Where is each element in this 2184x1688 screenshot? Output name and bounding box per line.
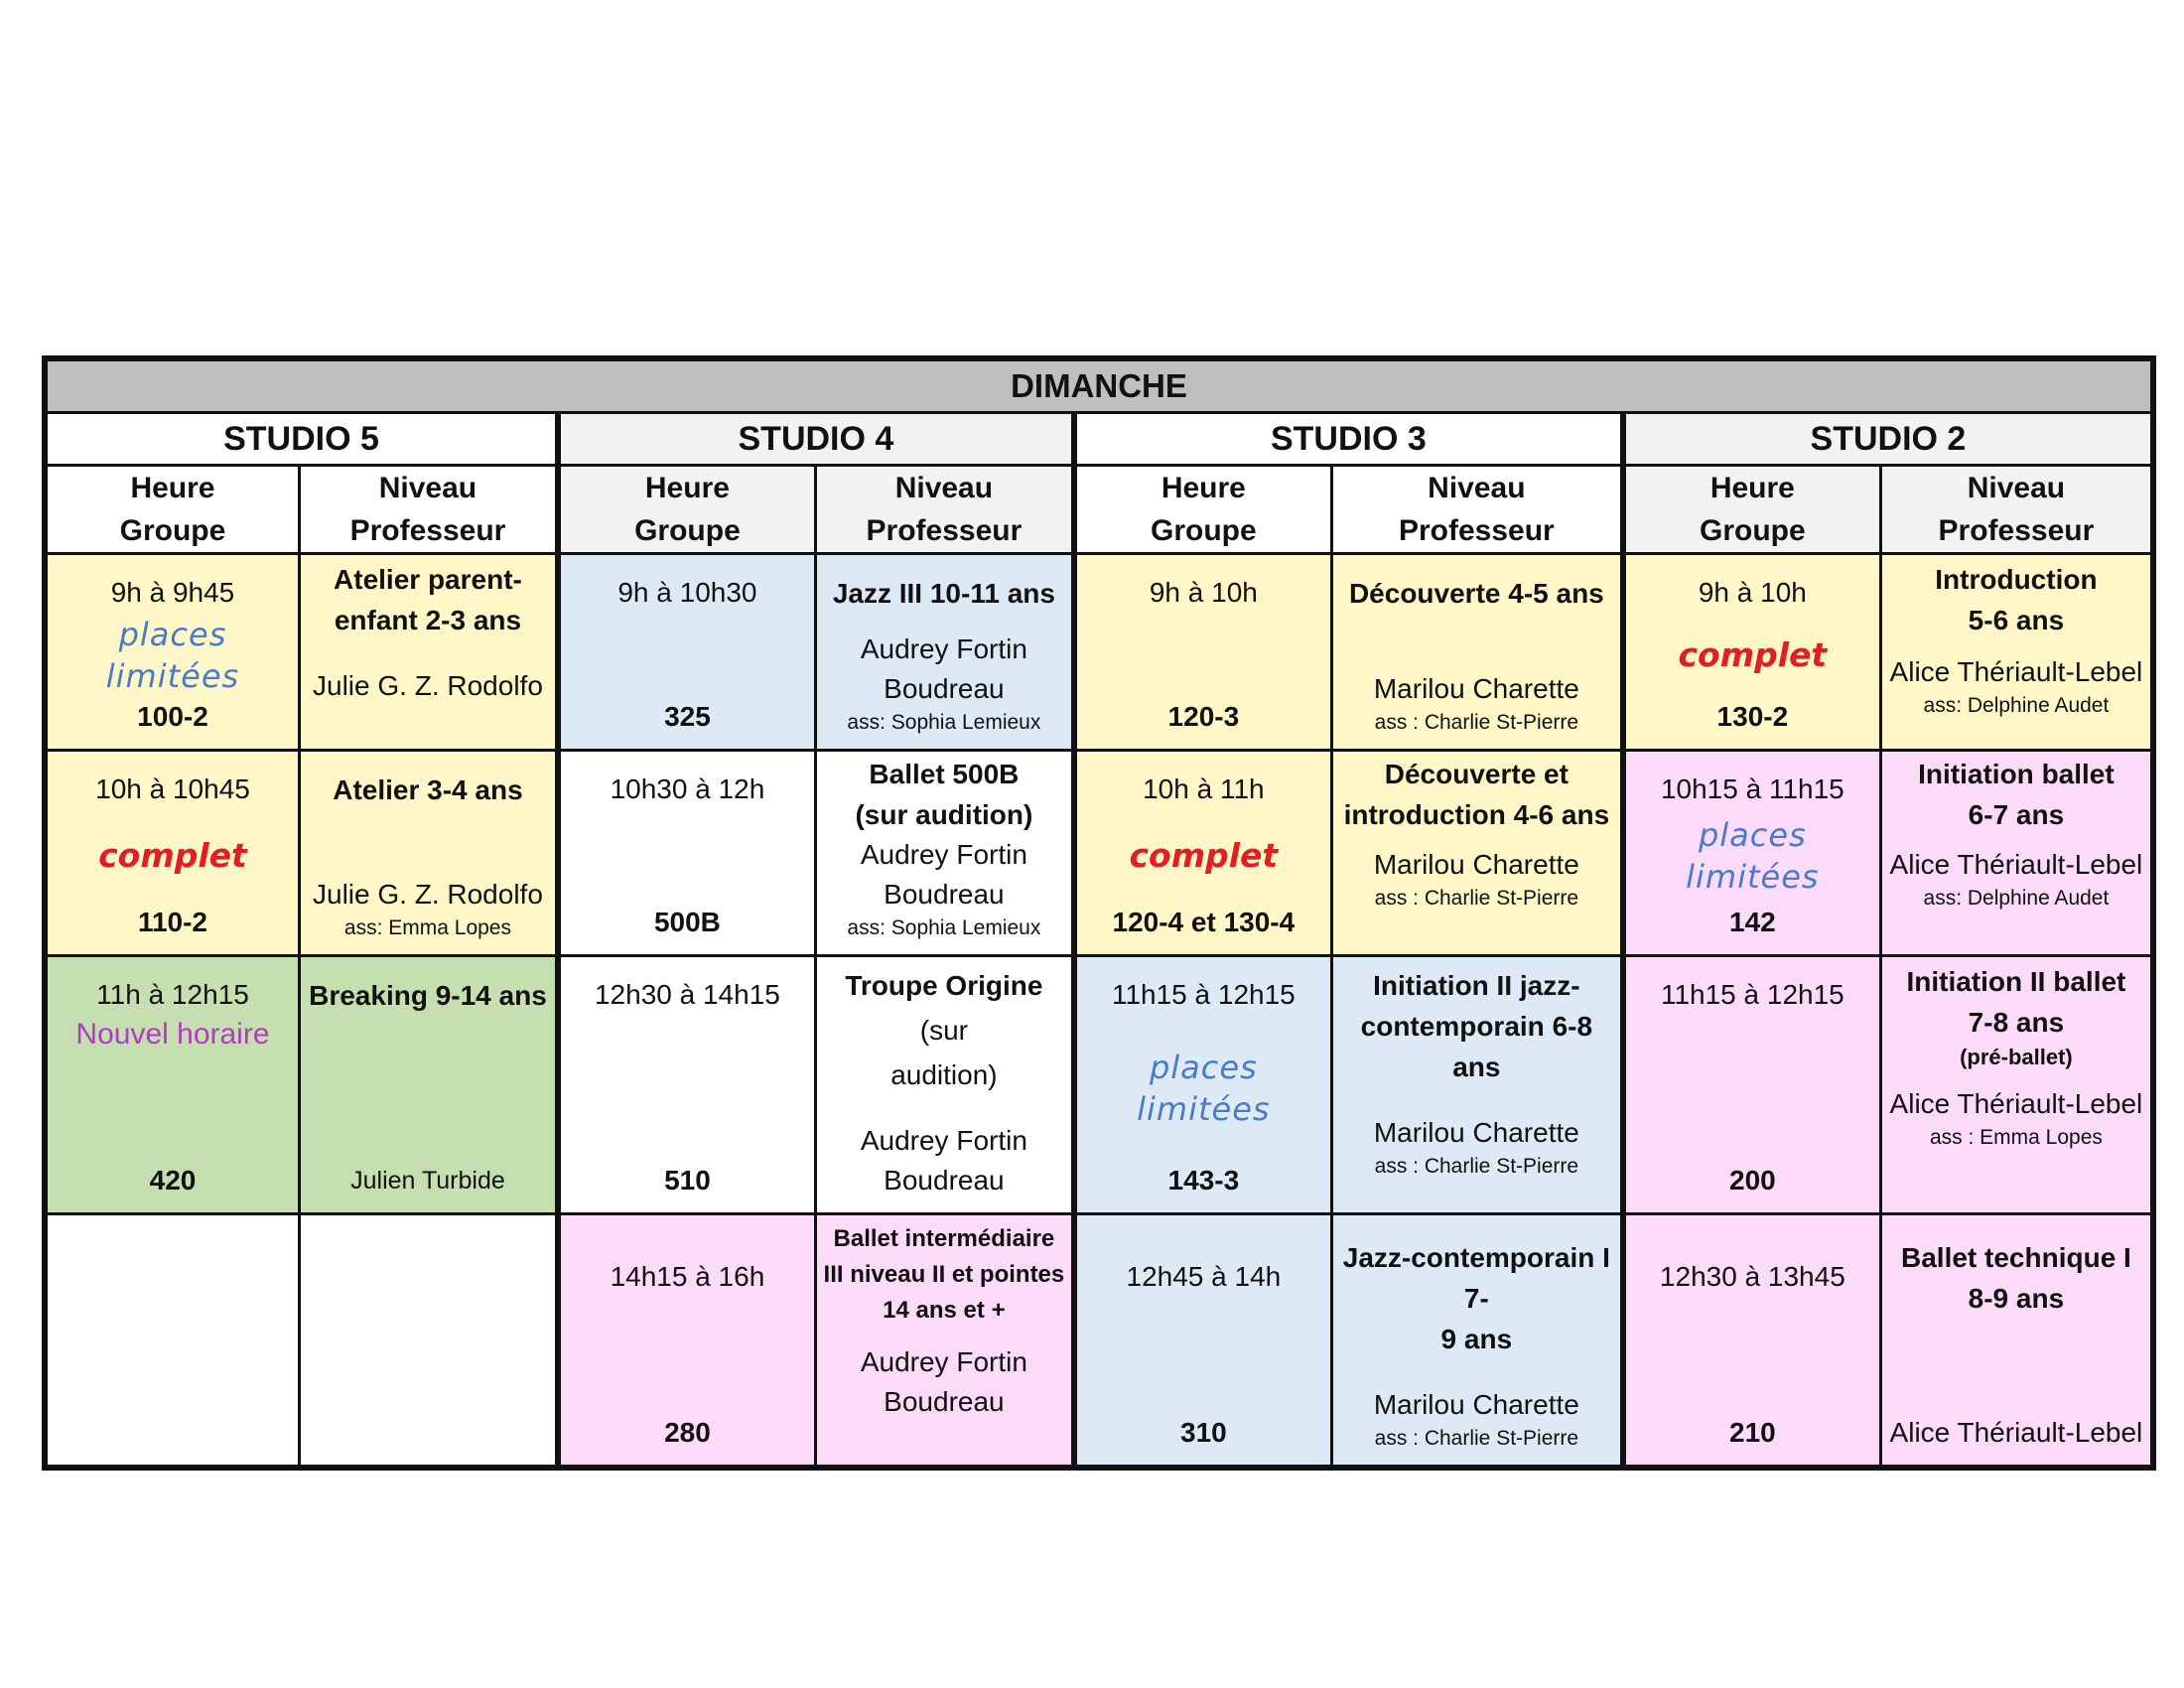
level-cell	[815, 554, 1073, 751]
col-niveau-professeur: Niveau Professeur	[815, 466, 1073, 554]
group-code: 200	[1729, 1165, 1776, 1196]
class-level: Initiation II jazz-	[1373, 970, 1580, 1001]
level-cell	[1880, 554, 2153, 751]
time-cell	[45, 956, 299, 1214]
group-code: 100-2	[137, 701, 208, 732]
time-cell	[45, 751, 299, 956]
col-heure-groupe: Heure Groupe	[45, 466, 299, 554]
teacher: Audrey Fortin	[860, 839, 1027, 870]
level-cell	[299, 554, 557, 751]
class-level: Jazz-contemporain I 7-	[1342, 1242, 1610, 1314]
class-time: 9h à 9h45	[110, 577, 235, 608]
time-cell	[558, 1214, 815, 1469]
level-cell	[299, 956, 557, 1214]
time-cell	[1074, 956, 1331, 1214]
class-time: 9h à 10h30	[617, 577, 757, 608]
teacher-line2: Boudreau	[884, 1165, 1005, 1196]
time-cell	[1623, 956, 1880, 1214]
teacher: Alice Thériault-Lebel	[1889, 849, 2143, 880]
class-level-line3: 14 ans et +	[883, 1297, 1006, 1324]
level-cell	[299, 751, 557, 956]
assistant: ass : Emma Lopes	[1929, 1126, 2103, 1149]
studio-4-header: STUDIO 4	[558, 413, 1074, 466]
class-level-line2: 9 ans	[1440, 1324, 1513, 1354]
complet-note: complet	[1129, 836, 1279, 875]
group-code: 210	[1729, 1417, 1776, 1448]
group-code: 420	[149, 1165, 197, 1196]
teacher: Julie G. Z. Rodolfo	[313, 879, 543, 910]
col-niveau-professeur: Niveau Professeur	[1331, 466, 1623, 554]
level-cell	[1880, 1214, 2153, 1469]
teacher-line2: Boudreau	[884, 1386, 1005, 1417]
level-cell	[1880, 751, 2153, 956]
assistant: ass: Sophia Lemieux	[847, 916, 1041, 939]
teacher: Audrey Fortin	[860, 1125, 1027, 1156]
group-code: 120-3	[1167, 701, 1240, 732]
assistant: ass : Charlie St-Pierre	[1374, 887, 1579, 910]
class-time: 10h à 11h	[1143, 774, 1265, 804]
studio-2-header: STUDIO 2	[1623, 413, 2153, 466]
schedule-table	[42, 355, 2156, 1471]
level-cell	[1331, 1214, 1623, 1469]
assistant: ass : Charlie St-Pierre	[1374, 711, 1579, 734]
places-limitees-note: places limitées	[1686, 816, 1820, 896]
assistant: ass: Delphine Audet	[1923, 694, 2110, 717]
assistant: ass : Charlie St-Pierre	[1374, 1155, 1579, 1178]
group-code: 130-2	[1716, 701, 1789, 732]
group-code: 143-3	[1167, 1165, 1240, 1196]
time-cell	[558, 956, 815, 1214]
teacher: Alice Thériault-Lebel	[1889, 656, 2143, 687]
class-time: 10h15 à 11h15	[1660, 774, 1844, 804]
teacher-line2: Boudreau	[884, 673, 1005, 704]
class-level: Breaking 9-14 ans	[309, 980, 547, 1011]
assistant: ass: Sophia Lemieux	[847, 711, 1041, 734]
col-niveau-professeur: Niveau Professeur	[299, 466, 557, 554]
assistant: ass : Charlie St-Pierre	[1374, 1427, 1579, 1450]
class-level: Ballet 500B	[869, 759, 1020, 789]
class-level: Initiation ballet	[1918, 759, 2115, 789]
class-level-line2: 8-9 ans	[1968, 1283, 2065, 1314]
group-code: 120-4 et 130-4	[1112, 907, 1296, 937]
teacher: Julien Turbide	[350, 1167, 505, 1195]
places-limitees-note: places limitées	[1137, 1048, 1271, 1128]
assistant: ass: Delphine Audet	[1923, 887, 2110, 910]
places-limitees-note: places limitées	[105, 615, 240, 695]
col-heure-groupe: Heure Groupe	[1623, 466, 1880, 554]
class-level: Atelier 3-4 ans	[333, 774, 523, 805]
time-cell	[1074, 1214, 1331, 1469]
group-code: 510	[664, 1165, 711, 1196]
level-cell	[815, 956, 1073, 1214]
class-level-line2: 6-7 ans	[1968, 799, 2065, 830]
time-cell	[1623, 751, 1880, 956]
class-level: Ballet intermédiaire	[833, 1225, 1055, 1252]
class-level-line2: III niveau II et pointes	[823, 1261, 1065, 1288]
class-level: Découverte 4-5 ans	[1348, 578, 1604, 609]
teacher: Marilou Charette	[1373, 673, 1579, 704]
class-time: 12h45 à 14h	[1126, 1261, 1282, 1292]
time-cell	[1074, 554, 1331, 751]
teacher: Marilou Charette	[1373, 1117, 1579, 1148]
group-code: 280	[664, 1417, 711, 1448]
level-cell	[1331, 956, 1623, 1214]
empty-cell	[299, 1214, 557, 1469]
nouvel-horaire-note: Nouvel horaire	[75, 1018, 270, 1051]
level-cell	[815, 751, 1073, 956]
class-level: Ballet technique I	[1901, 1242, 2131, 1273]
time-cell	[1623, 1214, 1880, 1469]
class-time: 10h30 à 12h	[610, 774, 765, 804]
studio-5-header: STUDIO 5	[45, 413, 558, 466]
class-time: 10h à 10h45	[95, 774, 250, 804]
class-time: 11h à 12h15	[96, 979, 249, 1010]
col-heure-groupe: Heure Groupe	[1074, 466, 1331, 554]
group-code: 325	[664, 701, 711, 732]
level-cell	[1880, 956, 2153, 1214]
teacher: Marilou Charette	[1373, 1389, 1579, 1420]
level-cell	[1331, 751, 1623, 956]
group-code: 500B	[653, 907, 721, 937]
complet-note: complet	[1678, 634, 1828, 674]
class-time: 9h à 10h	[1698, 577, 1807, 608]
class-level: Découverte et	[1384, 759, 1569, 789]
time-cell	[45, 554, 299, 751]
time-cell	[558, 751, 815, 956]
group-code: 142	[1729, 907, 1776, 937]
teacher: Audrey Fortin	[860, 633, 1027, 664]
class-level-line3: (pré-ballet)	[1960, 1045, 2073, 1069]
teacher: Audrey Fortin	[860, 1346, 1027, 1377]
class-level-line2: audition)	[890, 1059, 998, 1090]
class-level: Atelier parent-	[334, 564, 522, 595]
studio-3-header: STUDIO 3	[1074, 413, 1623, 466]
class-time: 14h15 à 16h	[610, 1261, 765, 1292]
group-code: 110-2	[137, 907, 208, 937]
class-level-line2: contemporain 6-8 ans	[1360, 1011, 1593, 1082]
teacher: Julie G. Z. Rodolfo	[313, 670, 543, 701]
teacher: Alice Thériault-Lebel	[1889, 1088, 2143, 1119]
time-cell	[1074, 751, 1331, 956]
day-title: DIMANCHE	[45, 358, 2153, 413]
class-level-line2: 5-6 ans	[1968, 605, 2065, 635]
class-level: Jazz III 10-11 ans	[832, 578, 1055, 609]
class-level-line2: enfant 2-3 ans	[334, 605, 522, 635]
time-cell	[558, 554, 815, 751]
col-niveau-professeur: Niveau Professeur	[1880, 466, 2153, 554]
class-time: 11h15 à 12h15	[1111, 979, 1296, 1010]
assistant: ass: Emma Lopes	[343, 916, 511, 939]
class-level: Initiation II ballet	[1906, 966, 2126, 997]
teacher: Alice Thériault-Lebel	[1889, 1417, 2143, 1448]
teacher: Marilou Charette	[1373, 849, 1579, 880]
complet-note: complet	[98, 836, 247, 875]
time-cell	[1623, 554, 1880, 751]
class-level-line2: (sur audition)	[855, 799, 1033, 830]
col-heure-groupe: Heure Groupe	[558, 466, 815, 554]
group-code: 310	[1180, 1417, 1227, 1448]
level-cell	[815, 1214, 1073, 1469]
class-time: 11h15 à 12h15	[1660, 979, 1844, 1010]
class-time: 12h30 à 13h45	[1659, 1261, 1845, 1292]
class-level-line2: 7-8 ans	[1968, 1007, 2065, 1038]
empty-cell	[45, 1214, 299, 1469]
class-level-line2: introduction 4-6 ans	[1343, 799, 1610, 830]
class-time: 9h à 10h	[1149, 577, 1258, 608]
class-level: Introduction	[1935, 564, 2098, 595]
teacher-line2: Boudreau	[884, 879, 1005, 910]
class-level: Troupe Origine	[845, 970, 1043, 1001]
class-level-rest: (sur	[919, 1015, 968, 1046]
level-cell	[1331, 554, 1623, 751]
class-time: 12h30 à 14h15	[594, 979, 780, 1010]
